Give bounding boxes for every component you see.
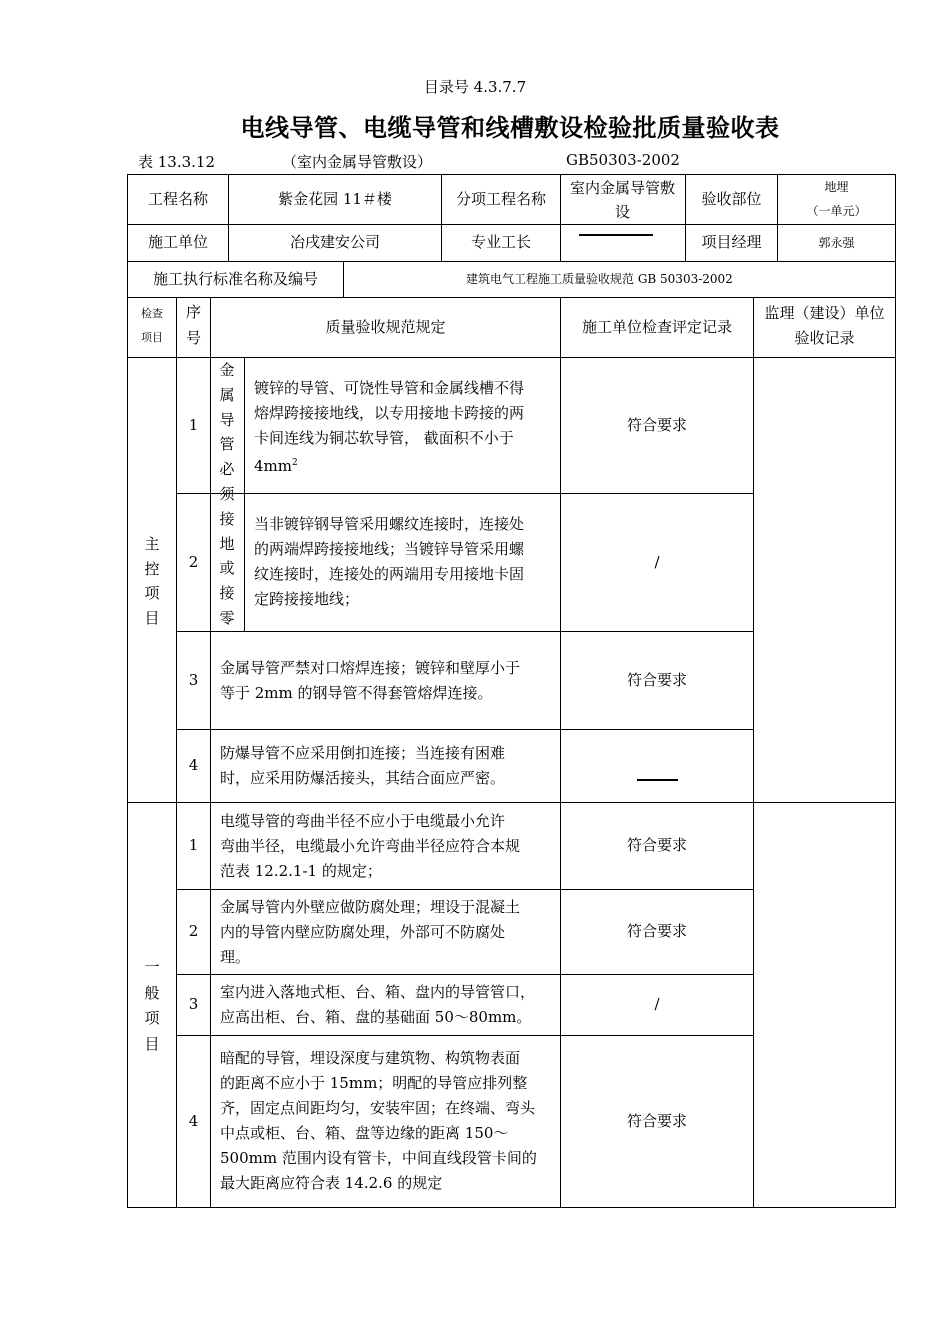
label-char: 地 [219,534,235,553]
general-item-3-text [220,980,560,1030]
text-line: 应高出柜、台、箱、盘的基础面 50～80mm。 [220,1008,532,1026]
col-contractor-record: 施工单位检查评定记录 [581,317,732,336]
text-line: 范表 12.2.1-1 的规定； [220,862,382,880]
label-char: 目 [144,608,160,627]
col-seq-2: 号 [185,329,201,348]
general-item-3-result: / [654,995,660,1014]
general-item-2-text [220,895,555,970]
standard-value: 建筑电气工程施工质量验收规范 GB 50303-2002 [466,272,733,287]
grid-line [127,1207,896,1208]
catalog-number: 目录号 4.3.7.7 [423,78,527,96]
main-item-1-text [254,376,552,479]
main-item-1-no: 1 [188,415,199,434]
inspection-part-unit: （一单元） [806,203,867,218]
main-item-4-result-blank [637,779,678,781]
label-char: 接 [219,584,235,603]
label-char: 属 [219,385,235,404]
text-line: 镀锌的导管、可饶性导管和金属线槽不得 [254,379,525,397]
project-name-label: 工程名称 [147,189,208,208]
label-char: 主 [144,535,160,553]
inspection-part-value: 地埋 [824,179,849,194]
general-item-4-result: 符合要求 [626,1111,687,1130]
text-line: 内的导管内壁应防腐处理，外部可不防腐处 [220,923,506,941]
superscript: 2 [292,458,298,468]
label-char: 控 [144,559,160,578]
general-item-2-result: 符合要求 [626,922,687,941]
general-item-3-no: 3 [188,995,199,1014]
label-char: 零 [219,608,235,627]
text-line: 齐，固定点间距均匀，安装牢固；在终端、弯头 [220,1099,536,1117]
main-item-2-no: 2 [188,552,199,571]
general-item-1-no: 1 [188,836,199,855]
grid-line [895,174,896,1208]
text-line: 的距离不应小于 15mm；明配的导管应排列整 [220,1074,528,1092]
text-line: 金属导管严禁对口熔焊连接；镀锌和壁厚小于 [220,659,521,677]
label-char: 目 [144,1034,160,1053]
text-line: 理。 [220,948,251,966]
text-line: 中点或柜、台、箱、盘等边缘的距离 150～ [220,1124,509,1142]
label-char: 项 [144,1009,160,1027]
text-line: 500mm 范围内设有管卡，中间直线段管卡间的 [220,1149,537,1167]
general-item-4-no: 4 [188,1111,199,1130]
subproject-label: 分项工程名称 [455,189,546,208]
text-line: 纹连接时，连接处的两端用专用接地卡固 [254,565,525,583]
text-line [254,451,552,479]
col-spec: 质量验收规范规定 [325,317,446,336]
text-line: 暗配的导管，埋设深度与建筑物、构筑物表面 [220,1049,521,1067]
text-line: 防爆导管不应采用倒扣连接；当连接有困难 [220,744,506,762]
general-items-label [141,955,163,1057]
grounding-requirement-label [216,358,238,631]
text-line: 时，应采用防爆活接头，其结合面应严密。 [220,769,506,787]
general-item-2-no: 2 [188,922,199,941]
col-check-item-2: 项目 [141,331,163,345]
text-line: 当非镀锌钢导管采用螺纹连接时，连接处 [254,515,525,533]
grid-line [244,357,245,631]
label-char: 管 [219,435,235,454]
main-item-2-result: ∕ [654,552,660,571]
project-manager-value: 郭永强 [818,235,855,250]
text-line: 金属导管内外壁应做防腐处理；埋设于混凝土 [220,898,521,916]
contractor-value: 冶戌建安公司 [289,233,380,252]
project-name-value: 紫金花园 11＃楼 [278,189,392,208]
label-char: 般 [144,983,160,1002]
col-check-item: 检查 [141,307,163,321]
form-subtitle: （室内金属导管敷设） [282,153,433,171]
col-seq: 序 [185,303,201,322]
text-fragment: 4mm [254,457,292,475]
text-line: 等于 2mm 的钢导管不得套管熔焊连接。 [220,684,493,702]
label-char: 须 [219,484,235,503]
label-char: 一 [144,958,160,976]
label-char: 导 [219,410,235,429]
grid-line [210,297,211,1207]
contractor-label: 施工单位 [147,233,208,252]
general-item-4-text [220,1046,555,1196]
text-line: 最大距离应符合表 14.2.6 的规定 [220,1174,443,1192]
text-line: 室内进入落地式柜、台、箱、盘内的导管管口， [220,983,536,1001]
main-item-3-result: 符合要求 [626,670,687,689]
text-line: 的两端焊跨接接地线；当镀锌导管采用螺 [254,540,525,558]
label-char: 必 [219,460,235,479]
text-line: 熔焊跨接接地线，以专用接地卡跨接的两 [254,404,525,422]
col-supervisor-2: 验收记录 [794,329,855,348]
col-supervisor: 监理（建设）单位 [764,304,885,323]
grid-line [753,297,754,1207]
grid-line [176,729,753,730]
main-item-3-no: 3 [188,670,199,689]
grid-line [127,357,896,358]
standard-label: 施工执行标准名称及编号 [152,269,318,288]
label-char: 金 [219,361,235,379]
general-item-1-text [220,809,555,884]
main-item-4-no: 4 [188,756,199,775]
label-char: 或 [219,559,235,578]
project-manager-label: 项目经理 [701,233,762,252]
text-line: 卡间连线为铜芯软导管， 截面积不小于 [254,429,514,447]
text-line: 电缆导管的弯曲半径不应小于电缆最小允许 [220,812,506,830]
main-item-2-text [254,512,552,612]
foreman-blank [579,234,653,236]
label-char: 接 [219,509,235,528]
text-line: 弯曲半径，电缆最小允许弯曲半径应符合本规 [220,837,521,855]
foreman-label: 专业工长 [470,233,531,252]
standard-code: GB50303-2002 [566,151,680,169]
inspection-part-label: 验收部位 [701,189,762,208]
main-item-1-result: 符合要求 [626,415,687,434]
main-item-3-text [220,656,555,706]
text-line: 定跨接接地线； [254,590,360,608]
table-number: 表 13.3.12 [138,153,216,171]
main-control-label [141,532,163,630]
main-item-4-text [220,741,555,791]
general-item-1-result: 符合要求 [626,836,687,855]
grid-line [127,802,896,803]
form-title: 电线导管、电缆导管和线槽敷设检验批质量验收表 [240,114,780,142]
label-char: 项 [144,584,160,602]
subproject-value: 室内金属导管敷设 [569,178,675,221]
grid-line [560,174,561,261]
